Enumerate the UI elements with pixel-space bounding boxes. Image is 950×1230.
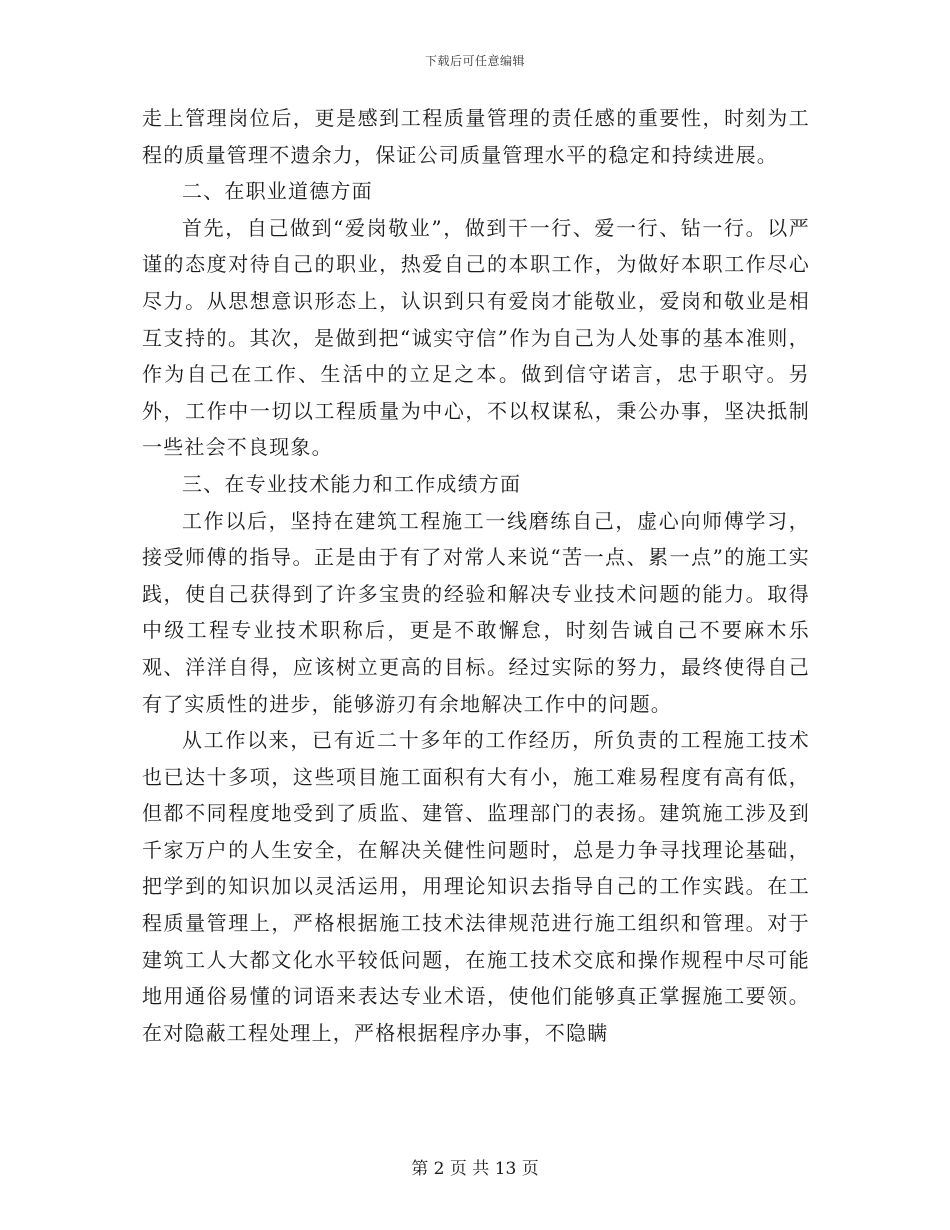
page-header: 下载后可任意编辑 xyxy=(424,54,525,68)
section-heading-4: 三、在专业技术能力和工作成绩方面 xyxy=(182,471,522,496)
paragraph-6: 从工作以来，已有近二十多年的工作经历，所负责的工程施工技术也已达十多项，这些项目施工面积有大有小，施工难易程度有高有低，但都不同程度地受到了质监、建管、监理部门的表扬。建筑施工涉及到千家万户的人生安全，在解决关健性问题时，总是力争寻找理论基础，把学到的知识加以灵活运用，用理论知识去指导自己的工作实践。在工程质量管理上，严格根据施工技术法律规范进行施工组织和管理。对于建筑工人大都文化水平较低问题，在施工技术交底和操作规程中尽可能地用通俗易懂的词语来表达专业术语，使他们能够真正掌握施工要领。在对隐蔽工程处理上，严格根据程序办事，不隐瞒 xyxy=(142,728,810,1045)
section-heading-2: 二、在职业道德方面 xyxy=(182,179,373,204)
page-number: 第 2 页 共 13 页 xyxy=(411,1159,539,1179)
paragraph-3: 首先，自己做到“爱岗敬业”，做到干一行、爱一行、钻一行。以严谨的态度对待自己的职业，热爱自己的本职工作，为做好本职工作尽心尽力。从思想意识形态上，认识到只有爱岗才能敬业，爱岗和敬业是相互支持的。其次，是做到把“诚实守信”作为自己为人处事的基本准则，作为自己在工作、生活中的立足之本。做到信守诺言，忠于职守。另外，工作中一切以工程质量为中心，不以权谋私，秉公办事，坚决抵制一些社会不良现象。 xyxy=(142,215,810,460)
document-body xyxy=(142,100,810,1051)
paragraph-5: 工作以后，坚持在建筑工程施工一线磨练自己，虚心向师傅学习，接受师傅的指导。正是由于有了对常人来说“苦一点、累一点”的施工实践，使自己获得到了许多宝贵的经验和解决专业技术问题的能力。取得中级工程专业技术职称后，更是不敢懈怠，时刻告诫自己不要麻木乐观、洋洋自得，应该树立更高的目标。经过实际的努力，最终使得自己有了实质性的进步，能够游刃有余地解决工作中的问题。 xyxy=(142,508,810,716)
paragraph-1: 走上管理岗位后，更是感到工程质量管理的责任感的重要性，时刻为工程的质量管理不遗余力，保证公司质量管理水平的稳定和持续进展。 xyxy=(142,106,810,167)
